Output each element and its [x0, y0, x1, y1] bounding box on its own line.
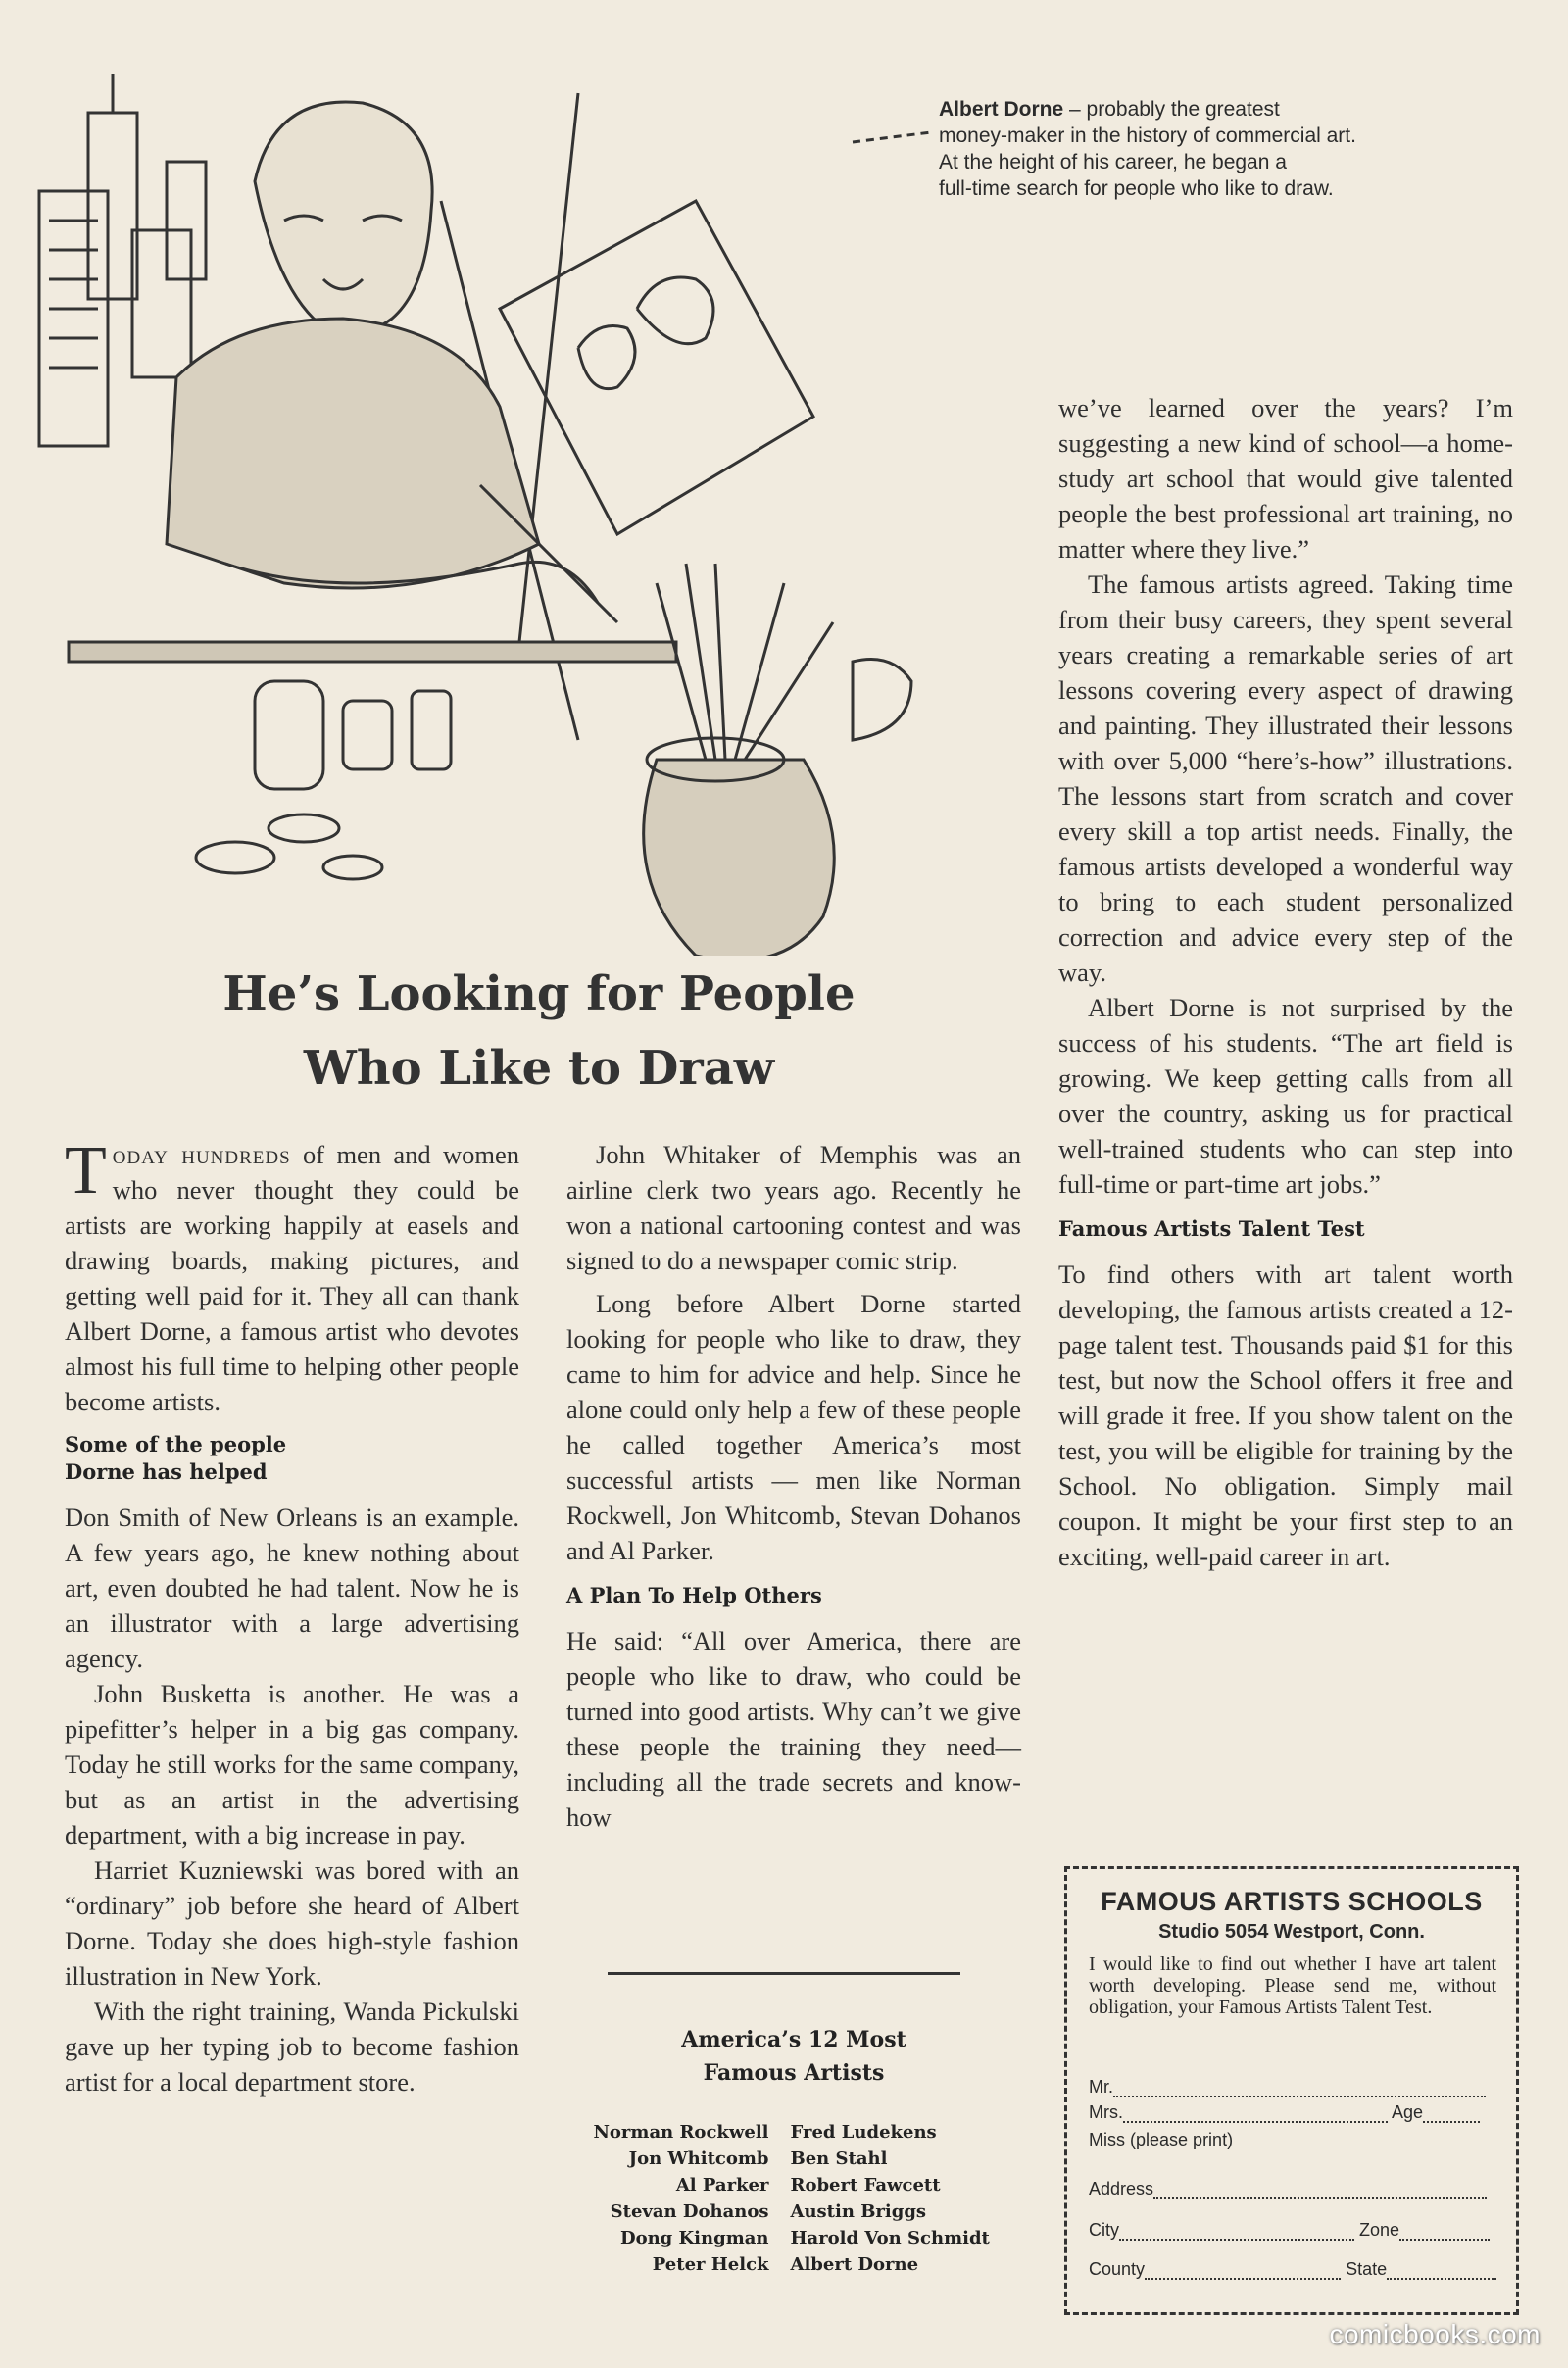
artist-name: Peter Helck	[652, 2254, 769, 2275]
line-address[interactable]	[1153, 2180, 1487, 2199]
label-zone: Zone	[1359, 2220, 1400, 2240]
label-please-print: (please print)	[1130, 2130, 1234, 2149]
caption-pointer	[853, 132, 931, 142]
line-zone[interactable]	[1399, 2221, 1490, 2241]
col3-paragraph-3: Albert Dorne is not surprised by the success of his students. “The art field is growing. We keep getting calls from all over the country, asking us for practical well-trained students who can step into full-time or part-time art jobs.”	[1058, 993, 1513, 1199]
label-mrs: Mrs.	[1089, 2102, 1123, 2122]
col1-subhead-line2: Dorne has helped	[65, 1459, 268, 1484]
artists-row	[559, 2172, 1039, 2198]
artists-heading	[578, 2023, 1009, 2090]
artist-name: Al Parker	[675, 2175, 769, 2195]
caption-line2: money-maker in the history of commercial art.	[939, 124, 1356, 147]
col1-subhead	[65, 1431, 519, 1486]
illustration-caption	[939, 96, 1488, 202]
col2-paragraph-3: He said: “All over America, there are people who like to draw, who could be turned into good artists. Why can’t we give these people the training they need—including all the trade secrets and know-how	[566, 1626, 1021, 1832]
label-county: County	[1089, 2259, 1146, 2279]
artists-row	[559, 2119, 1039, 2146]
col2-paragraph-2: Long before Albert Dorne started looking for people who like to draw, they came to him for advice and help. Since he alone could only help a few of these people he called together America’s most successful artists — men like Norman Rockwell, Jon Whitcomb, Stevan Dohanos and Al Parker.	[566, 1289, 1021, 1565]
label-miss: Miss	[1089, 2130, 1125, 2149]
artist-name: Norman Rockwell	[593, 2122, 769, 2143]
artists-row	[559, 2146, 1039, 2172]
field-mrs[interactable]	[1089, 2102, 1480, 2123]
line-city[interactable]	[1119, 2221, 1354, 2241]
column-2	[566, 1137, 1021, 1835]
line-age[interactable]	[1423, 2103, 1480, 2123]
artist-name: Jon Whitcomb	[628, 2148, 769, 2169]
line-state[interactable]	[1387, 2260, 1496, 2280]
artists-heading-line1: America’s 12 Most	[681, 2027, 906, 2052]
label-mr: Mr.	[1089, 2077, 1113, 2097]
field-miss	[1089, 2130, 1233, 2150]
col1-p1-text: of men and women who never thought they could be artists are working happily at easels and drawing boards, making pictures, and getting well paid for it. They all can thank Albert Dorne, a famous artist who devotes almost his full time to helping other people become artists.	[65, 1140, 520, 1416]
paint-jars-brushes	[69, 564, 911, 956]
artist-name: Austin Briggs	[790, 2201, 927, 2222]
artists-row	[559, 2225, 1039, 2251]
artist-name: Stevan Dohanos	[610, 2201, 769, 2222]
artists-heading-line2: Famous Artists	[703, 2060, 885, 2086]
label-address: Address	[1089, 2179, 1154, 2198]
caption-name: Albert Dorne	[939, 98, 1064, 121]
headline-line1: He’s Looking for People	[222, 966, 856, 1021]
caption-line3: At the height of his career, he began a	[939, 151, 1287, 173]
label-city: City	[1089, 2220, 1119, 2240]
line-mrs[interactable]	[1123, 2103, 1388, 2123]
artist-name: Albert Dorne	[790, 2254, 919, 2275]
col3-paragraph-1: we’ve learned over the years? I’m suggesting a new kind of school—a home-study art school that would give talented people the best professional art training, no matter where they live.”	[1058, 393, 1513, 564]
field-county-state[interactable]	[1089, 2259, 1496, 2280]
line-mr[interactable]	[1113, 2078, 1486, 2097]
artist-name: Harold Von Schmidt	[790, 2228, 990, 2248]
watermark: comicbooks.com	[1329, 2319, 1541, 2349]
line-county[interactable]	[1145, 2260, 1341, 2280]
col3-subhead: Famous Artists Talent Test	[1058, 1216, 1365, 1241]
col1-paragraph-1	[65, 1133, 520, 1419]
dropcap: T	[65, 1133, 107, 1209]
divider-rule	[608, 1972, 960, 1975]
col1-paragraph-5: With the right training, Wanda Pickulski gave up her typing job to become fashion artist for a local department store.	[65, 1997, 519, 2097]
col3-paragraph-4: To find others with art talent worth developing, the famous artists created a 12-page talent test. Thousands paid $1 for this test, but now the School offers it free and will grade it free. If you show talent on the test, you will be eligible for training by the School. No obligation. Simply mail coupon. It might be your first step to an exciting, well-paid career in art.	[1058, 1259, 1513, 1571]
artist-name: Robert Fawcett	[790, 2175, 941, 2195]
caption-line4: full-time search for people who like to draw.	[939, 177, 1334, 200]
col2-paragraph-1: John Whitaker of Memphis was an airline clerk two years ago. Recently he won a national cartooning contest and was signed to do a newspaper comic strip.	[566, 1140, 1021, 1275]
col3-paragraph-2: The famous artists agreed. Taking time from their busy careers, they spent several years creating a remarkable series of art lessons covering every aspect of drawing and painting. They illustrated their lessons with over 5,000 “here’s-how” illustrations. The lessons start from scratch and cover every skill a top artist needs. Finally, the famous artists developed a wonderful way to bring to each student personalized correction and advice every step of the way.	[1058, 569, 1513, 987]
col1-subhead-line1: Some of the people	[65, 1432, 287, 1456]
field-mr[interactable]	[1089, 2077, 1486, 2097]
artists-list	[559, 2119, 1039, 2278]
caption-line1: – probably the greatest	[1063, 98, 1280, 121]
opening-smallcaps: oday hundreds	[112, 1140, 291, 1169]
artists-row	[559, 2251, 1039, 2278]
coupon-address: Studio 5054 Westport, Conn.	[1158, 1921, 1425, 1943]
artists-row	[559, 2198, 1039, 2225]
column-1	[65, 1133, 520, 2099]
label-age: Age	[1392, 2102, 1424, 2122]
mail-coupon[interactable]	[1064, 1866, 1519, 2315]
artist-name: Ben Stahl	[790, 2148, 888, 2169]
artist-name: Fred Ludekens	[790, 2122, 937, 2143]
col1-paragraph-3: John Busketta is another. He was a pipefitter’s helper in a big gas company. Today he still works for the same company, but as an artist in the advertising department, with a big increase in pay.	[65, 1679, 519, 1850]
coupon-title: FAMOUS ARTISTS SCHOOLS	[1101, 1887, 1483, 1916]
col2-subhead: A Plan To Help Others	[566, 1583, 822, 1607]
coupon-body: I would like to find out whether I have art talent worth developing. Please send me, without obligation, your Famous Artists Talent Test.	[1089, 1953, 1496, 2018]
headline-line2: Who Like to Draw	[303, 1041, 775, 1096]
field-city-zone[interactable]	[1089, 2220, 1490, 2241]
label-state: State	[1346, 2259, 1388, 2279]
col1-paragraph-2: Don Smith of New Orleans is an example. A few years ago, he knew nothing about art, even doubted he had talent. Now he is an illustrator with a large advertising agency.	[65, 1503, 519, 1673]
column-3	[1058, 390, 1513, 1574]
field-address[interactable]	[1089, 2179, 1487, 2199]
col1-paragraph-4: Harriet Kuzniewski was bored with an “ordinary” job before she heard of Albert Dorne. Today she does high-style fashion illustration in New York.	[65, 1855, 519, 1991]
artist-name: Dong Kingman	[619, 2228, 769, 2248]
artist-illustration	[29, 54, 931, 956]
